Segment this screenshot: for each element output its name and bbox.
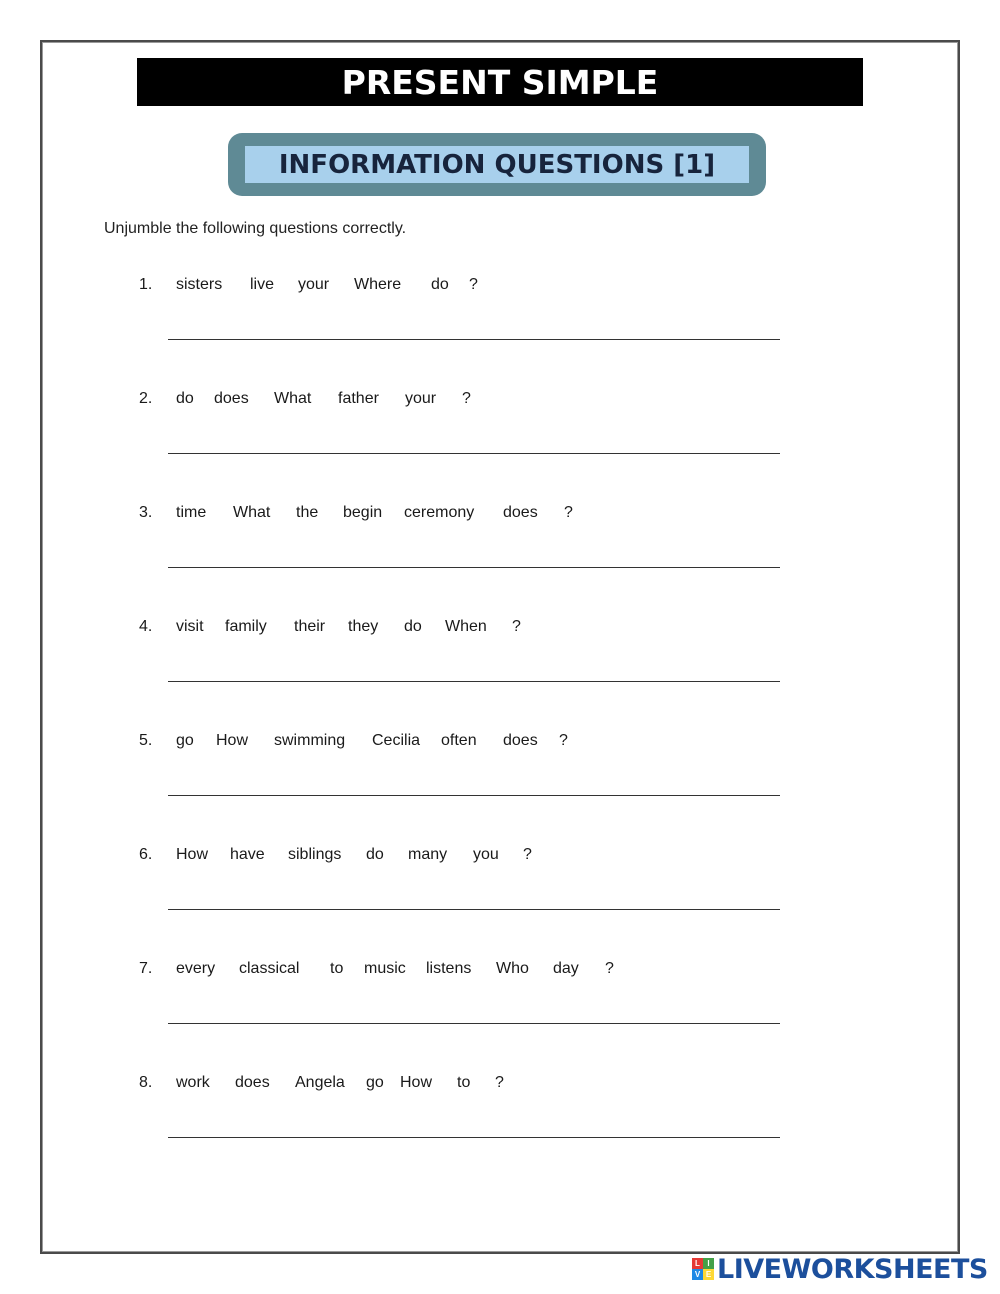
subtitle-banner: [228, 133, 766, 196]
word-tile: begin: [343, 504, 383, 521]
word-tile: every: [176, 960, 216, 977]
word-tile: siblings: [288, 846, 342, 863]
word-tile: What: [233, 504, 271, 521]
answer-line[interactable]: [168, 681, 780, 682]
word-tile: the: [296, 504, 319, 521]
word-tile: your: [405, 390, 437, 407]
word-tile: their: [294, 618, 326, 635]
question-number: 8.: [139, 1074, 153, 1091]
subtitle-label: INFORMATION QUESTIONS [1]: [245, 146, 749, 183]
question-1: [0, 276, 1000, 356]
question-number: 2.: [139, 390, 153, 407]
word-tile: Angela: [295, 1074, 345, 1091]
question-4: [0, 618, 1000, 698]
word-tile: they: [348, 618, 379, 635]
word-tile: work: [176, 1074, 210, 1091]
question-5: [0, 732, 1000, 812]
word-tile: do: [366, 846, 384, 863]
word-tile: ?: [469, 276, 478, 293]
word-tile: Cecilia: [372, 732, 421, 749]
word-tile: When: [445, 618, 487, 635]
question-number: 5.: [139, 732, 153, 749]
word-tile: have: [230, 846, 265, 863]
question-8: [0, 1074, 1000, 1154]
word-tile: do: [404, 618, 422, 635]
question-number: 1.: [139, 276, 153, 293]
word-tile: ?: [512, 618, 521, 635]
answer-line[interactable]: [168, 1137, 780, 1138]
question-7: [0, 960, 1000, 1040]
word-tile: ?: [605, 960, 614, 977]
page-title: [137, 58, 863, 106]
word-tile: swimming: [274, 732, 346, 749]
word-tile: music: [364, 960, 406, 977]
liveworksheets-logo-icon: [692, 1258, 714, 1280]
word-tile: listens: [426, 960, 472, 977]
word-tile: do: [176, 390, 194, 407]
question-3: [0, 504, 1000, 584]
word-tile: does: [235, 1074, 270, 1091]
word-tile: How: [216, 732, 249, 749]
logo-mark-e: E: [703, 1269, 714, 1280]
word-tile: ?: [495, 1074, 504, 1091]
word-tile: visit: [176, 618, 204, 635]
logo-text: LIVEWORKSHEETS: [717, 1253, 988, 1285]
answer-line[interactable]: [168, 909, 780, 910]
word-tile: does: [503, 504, 538, 521]
word-tile: ?: [559, 732, 568, 749]
word-tile: Where: [354, 276, 402, 293]
question-number: 3.: [139, 504, 153, 521]
word-tile: your: [298, 276, 330, 293]
instructions-text: Unjumble the following questions correctly.: [104, 220, 407, 237]
word-tile: do: [431, 276, 449, 293]
answer-line[interactable]: [168, 339, 780, 340]
question-number: 6.: [139, 846, 153, 863]
liveworksheets-logo[interactable]: [692, 1253, 988, 1285]
word-tile: does: [503, 732, 538, 749]
question-6: [0, 846, 1000, 926]
word-tile: many: [408, 846, 448, 863]
word-tile: go: [366, 1074, 384, 1091]
question-number: 4.: [139, 618, 153, 635]
word-tile: What: [274, 390, 312, 407]
word-tile: does: [214, 390, 249, 407]
word-tile: you: [473, 846, 499, 863]
question-2: [0, 390, 1000, 470]
word-tile: father: [338, 390, 379, 407]
logo-mark-v: V: [692, 1269, 703, 1280]
question-number: 7.: [139, 960, 153, 977]
word-tile: How: [400, 1074, 433, 1091]
word-tile: go: [176, 732, 194, 749]
answer-line[interactable]: [168, 795, 780, 796]
word-tile: day: [553, 960, 579, 977]
word-tile: ?: [564, 504, 573, 521]
word-tile: How: [176, 846, 209, 863]
logo-mark-i: I: [703, 1258, 714, 1269]
word-tile: live: [250, 276, 275, 293]
answer-line[interactable]: [168, 1023, 780, 1024]
word-tile: ?: [523, 846, 532, 863]
word-tile: time: [176, 504, 207, 521]
answer-line[interactable]: [168, 567, 780, 568]
word-tile: often: [441, 732, 477, 749]
page-title-text: PRESENT SIMPLE: [341, 62, 659, 102]
word-tile: sisters: [176, 276, 223, 293]
word-tile: to: [330, 960, 344, 977]
word-tile: ceremony: [404, 504, 475, 521]
word-tile: family: [225, 618, 267, 635]
word-tile: to: [457, 1074, 471, 1091]
word-tile: Who: [496, 960, 529, 977]
word-tile: classical: [239, 960, 300, 977]
answer-line[interactable]: [168, 453, 780, 454]
word-tile: ?: [462, 390, 471, 407]
logo-mark-l: L: [692, 1258, 703, 1269]
